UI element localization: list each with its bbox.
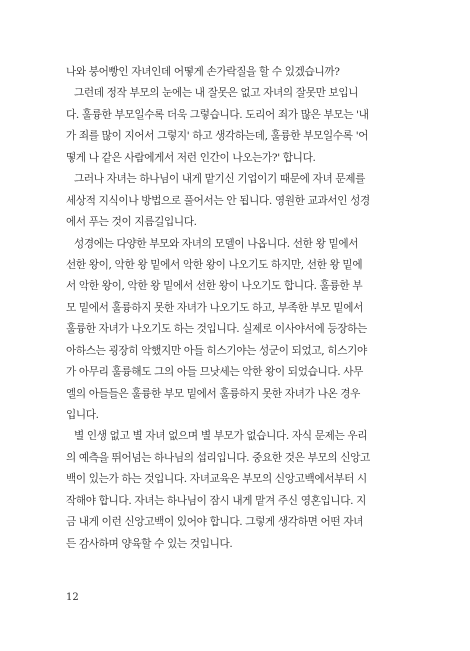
text-line: 별 인생 없고 별 자녀 없으며 별 부모가 없습니다. 자식 문제는 우리 — [74, 430, 368, 443]
body-text — [66, 62, 414, 555]
text-line: 성경에는 다양한 부모와 자녀의 모델이 나옵니다. 선한 왕 밑에서 — [74, 237, 359, 250]
text-line: 입니다. — [66, 409, 99, 421]
text-line: 가 아무리 훌륭해도 그의 아들 므낫세는 악한 왕이 되었습니다. 사무 — [66, 366, 364, 379]
text-line: 세상적 지식이나 방법으로 풀어서는 안 됩니다. 영원한 교과서인 성경 — [66, 194, 370, 207]
text-line: 나와 붕어빵인 자녀인데 어떻게 손가락질을 할 수 있겠습니까? — [66, 66, 340, 78]
text-line: 그러나 자녀는 하나님이 내게 맡기신 기업이기 때문에 자녀 문제를 — [74, 173, 365, 186]
text-line: 아하스는 굉장히 악했지만 아들 히스기야는 성군이 되었고, 히스기야 — [66, 344, 367, 357]
page-number: 12 — [66, 592, 79, 603]
text-line: 선한 왕이, 악한 왕 밑에서 악한 왕이 나오기도 하지만, 선한 왕 밑에 — [66, 258, 363, 271]
text-line: 가 죄를 많이 지어서 그렇지' 하고 생각하는데, 훌륭한 부모일수록 '어 — [66, 130, 369, 143]
text-line: 작해야 합니다. 자녀는 하나님이 잠시 내게 맡겨 주신 영혼입니다. 지 — [66, 494, 367, 507]
text-line: 그런데 정작 부모의 눈에는 내 잘못은 없고 자녀의 잘못만 보입니 — [74, 87, 359, 100]
text-line: 서 악한 왕이, 악한 왕 밑에서 선한 왕이 나오기도 합니다. 훌륭한 부 — [66, 280, 363, 293]
text-line: 금 내게 이런 신앙고백이 있어야 합니다. 그렇게 생각하면 어떤 자녀 — [66, 516, 364, 529]
text-line: 훌륭한 자녀가 나오기도 하는 것입니다. 실제로 이사야서에 등장하는 — [66, 323, 367, 336]
text-line: 백이 있는가 하는 것입니다. 자녀교육은 부모의 신앙고백에서부터 시 — [66, 473, 367, 486]
text-line: 모 밑에서 훌륭하지 못한 자녀가 나오기도 하고, 부족한 부모 밑에서 — [66, 301, 364, 314]
text-line: 엘의 아들들은 훌륭한 부모 밑에서 훌륭하지 못한 자녀가 나온 경우 — [66, 387, 361, 400]
text-line: 에서 푸는 것이 지름길입니다. — [66, 216, 197, 229]
text-line: 다. 훌륭한 부모일수록 더욱 그렇습니다. 도리어 죄가 많은 부모는 '내 — [66, 108, 369, 121]
text-line: 떻게 나 같은 사람에게서 저런 인간이 나오는가?' 합니다. — [66, 151, 316, 164]
text-line: 의 예측을 뛰어넘는 하나님의 섭리입니다. 중요한 것은 부모의 신앙고 — [66, 451, 370, 464]
text-line: 든 감사하며 양육할 수 있는 것입니다. — [66, 537, 233, 550]
